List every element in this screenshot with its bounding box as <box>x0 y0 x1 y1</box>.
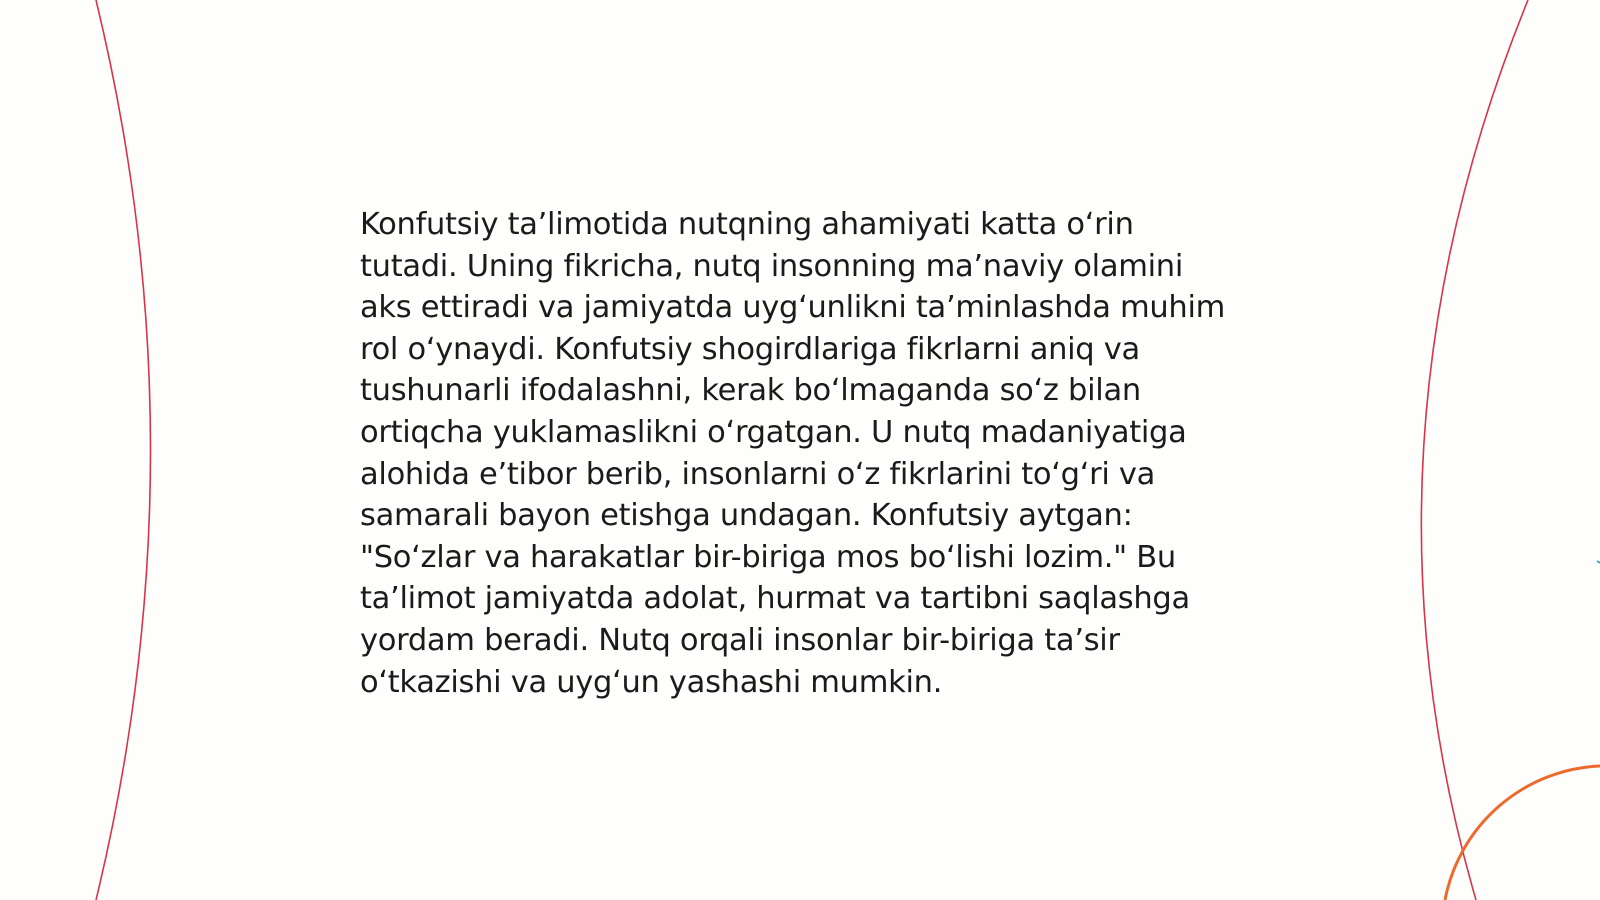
left-arc <box>96 0 151 900</box>
right-arc <box>1421 0 1528 900</box>
orange-circle-arc <box>1445 766 1600 900</box>
body-paragraph: Konfutsiy ta’limotida nutqning ahamiyati katta o‘rin tutadi. Uning fikricha, nutq insonning ma’naviy olamini aks ettiradi va jamiyatda uyg‘unlikni ta’minlashda muhim rol o‘ynaydi. Konfutsiy shogirdlariga fikrlarni aniq va tushunarli ifodalashni, kerak bo‘lmaganda so‘z bilan ortiqcha yuklamaslikni o‘rgatgan. U nutq madaniyatiga alohida e’tibor berib, insonlarni o‘z fikrlarini to‘g‘ri va samarali bayon etishga undagan. Konfutsiy aytgan: "So‘zlar va harakatlar bir-biriga mos bo‘lishi lozim." Bu ta’limot jamiyatda adolat, hurmat va tartibni saqlashga yordam beradi. Nutq orqali insonlar bir-biriga ta’sir o‘tkazishi va uyg‘un yashashi mumkin. <box>360 207 1226 700</box>
